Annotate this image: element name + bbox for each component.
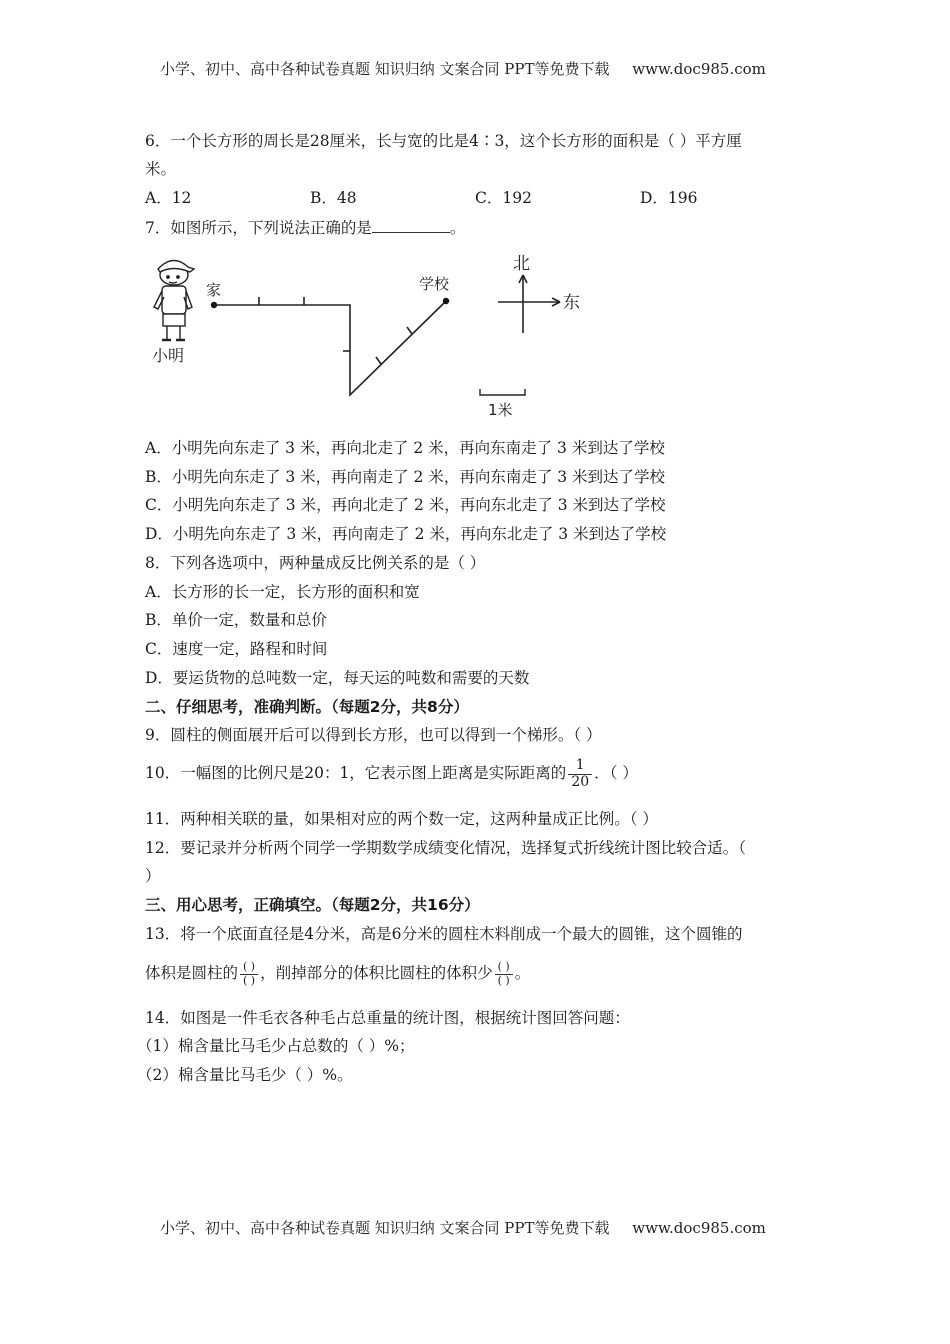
header-text: 小学、初中、高中各种试卷真题 知识归纳 文案合同 PPT等免费下载 xyxy=(160,60,610,78)
q6-line2: 米。 xyxy=(145,160,177,178)
q13-frac1-den: ( ) xyxy=(243,973,256,987)
compass-icon xyxy=(498,275,560,333)
q12-line2: ） xyxy=(145,867,161,885)
q13-line1: 13．将一个底面直径是4分米，高是6分米的圆柱木料削成一个最大的圆锥，这个圆锥的 xyxy=(145,925,743,943)
page-header xyxy=(160,58,766,79)
q6-option-b: B．48 xyxy=(310,189,357,207)
school-point xyxy=(443,298,449,304)
footer-url[interactable]: www.doc985.com xyxy=(632,1219,766,1237)
route-path xyxy=(214,297,444,395)
q8-option-b: B．单价一定，数量和总价 xyxy=(145,611,327,629)
q10-tail: ．（ ） xyxy=(594,764,638,782)
figure-east-label: 东 xyxy=(563,293,580,313)
q13-frac1-num: ( ) xyxy=(240,961,258,974)
section3-heading: 三、用心思考，正确填空。（每题2分，共16分） xyxy=(145,896,480,914)
q6-option-d: D．196 xyxy=(640,189,698,207)
figure-person-label: 小明 xyxy=(152,346,185,365)
page-footer xyxy=(160,1217,766,1238)
footer-text: 小学、初中、高中各种试卷真题 知识归纳 文案合同 PPT等免费下载 xyxy=(160,1219,610,1237)
q7-stem-text: 7．如图所示，下列说法正确的是 xyxy=(145,219,372,237)
q13-frac2-num: ( ) xyxy=(495,961,513,974)
q7-stem-end: 。 xyxy=(449,219,466,237)
q6-line1: 6．一个长方形的周长是28厘米，长与宽的比是4∶3，这个长方形的面积是（ ）平方厘 xyxy=(145,132,742,150)
q10-stem: 10．一幅图的比例尺是20：1，它表示图上距离是实际距离的 xyxy=(145,764,567,782)
q7-stem xyxy=(145,220,465,237)
q13-line2 xyxy=(145,958,530,988)
q12-line1: 12．要记录并分析两个同学一学期数学成绩变化情况，选择复式折线统计图比较合适。（ xyxy=(145,839,746,857)
person-icon xyxy=(154,260,194,340)
q13-text-c: 。 xyxy=(514,964,531,982)
q8-option-a: A．长方形的长一定，长方形的面积和宽 xyxy=(145,583,420,601)
figure-home-label: 家 xyxy=(206,281,222,299)
q8-option-d: D．要运货物的总吨数一定，每天运的吨数和需要的天数 xyxy=(145,669,530,687)
q10-frac-den: 20 xyxy=(571,773,590,790)
figure-school-label: 学校 xyxy=(419,275,450,293)
q10-frac-num: 1 xyxy=(568,758,592,774)
q7-option-b: B．小明先向东走了 3 米，再向南走了 2 米，再向东南走了 3 米到达了学校 xyxy=(145,468,666,486)
q14-sub2: （2）棉含量比马毛少（ ）%。 xyxy=(137,1066,353,1084)
q7-option-c: C．小明先向东走了 3 米，再向北走了 2 米，再向东北走了 3 米到达了学校 xyxy=(145,496,666,514)
q6-option-a: A．12 xyxy=(145,189,192,207)
q13-text-a: 体积是圆柱的 xyxy=(145,964,239,982)
scale-bar xyxy=(480,389,525,395)
figure-north-label: 北 xyxy=(513,254,530,274)
q10-text xyxy=(145,758,638,790)
q14-stem: 14．如图是一件毛衣各种毛占总重量的统计图，根据统计图回答问题： xyxy=(145,1009,630,1027)
q13-text-b: ，削掉部分的体积比圆柱的体积少 xyxy=(260,964,493,982)
q13-frac2-den: ( ) xyxy=(497,973,510,987)
q10-fraction xyxy=(568,758,592,790)
q8-stem: 8．下列各选项中，两种量成反比例关系的是（ ） xyxy=(145,554,486,572)
q14-sub1: （1）棉含量比马毛少占总数的（ ）%； xyxy=(137,1037,415,1055)
q7-answer-blank[interactable] xyxy=(372,220,450,233)
q11-text: 11．两种相关联的量，如果相对应的两个数一定，这两种量成正比例。（ ） xyxy=(145,810,658,828)
q8-option-c: C．速度一定，路程和时间 xyxy=(145,640,328,658)
header-url[interactable]: www.doc985.com xyxy=(632,60,766,78)
q7-route-figure xyxy=(140,245,600,425)
q6-option-c: C．192 xyxy=(475,189,532,207)
q7-option-d: D．小明先向东走了 3 米，再向南走了 2 米，再向东北走了 3 米到达了学校 xyxy=(145,525,667,543)
figure-scale-label: 1米 xyxy=(488,401,513,419)
q13-fraction-2[interactable] xyxy=(495,961,513,986)
q7-option-a: A．小明先向东走了 3 米，再向北走了 2 米，再向东南走了 3 米到达了学校 xyxy=(145,439,665,457)
q9-text: 9．圆柱的侧面展开后可以得到长方形，也可以得到一个梯形。（ ） xyxy=(145,726,602,744)
q13-fraction-1[interactable] xyxy=(240,961,258,986)
section2-heading: 二、仔细思考，准确判断。（每题2分，共8分） xyxy=(145,698,469,716)
